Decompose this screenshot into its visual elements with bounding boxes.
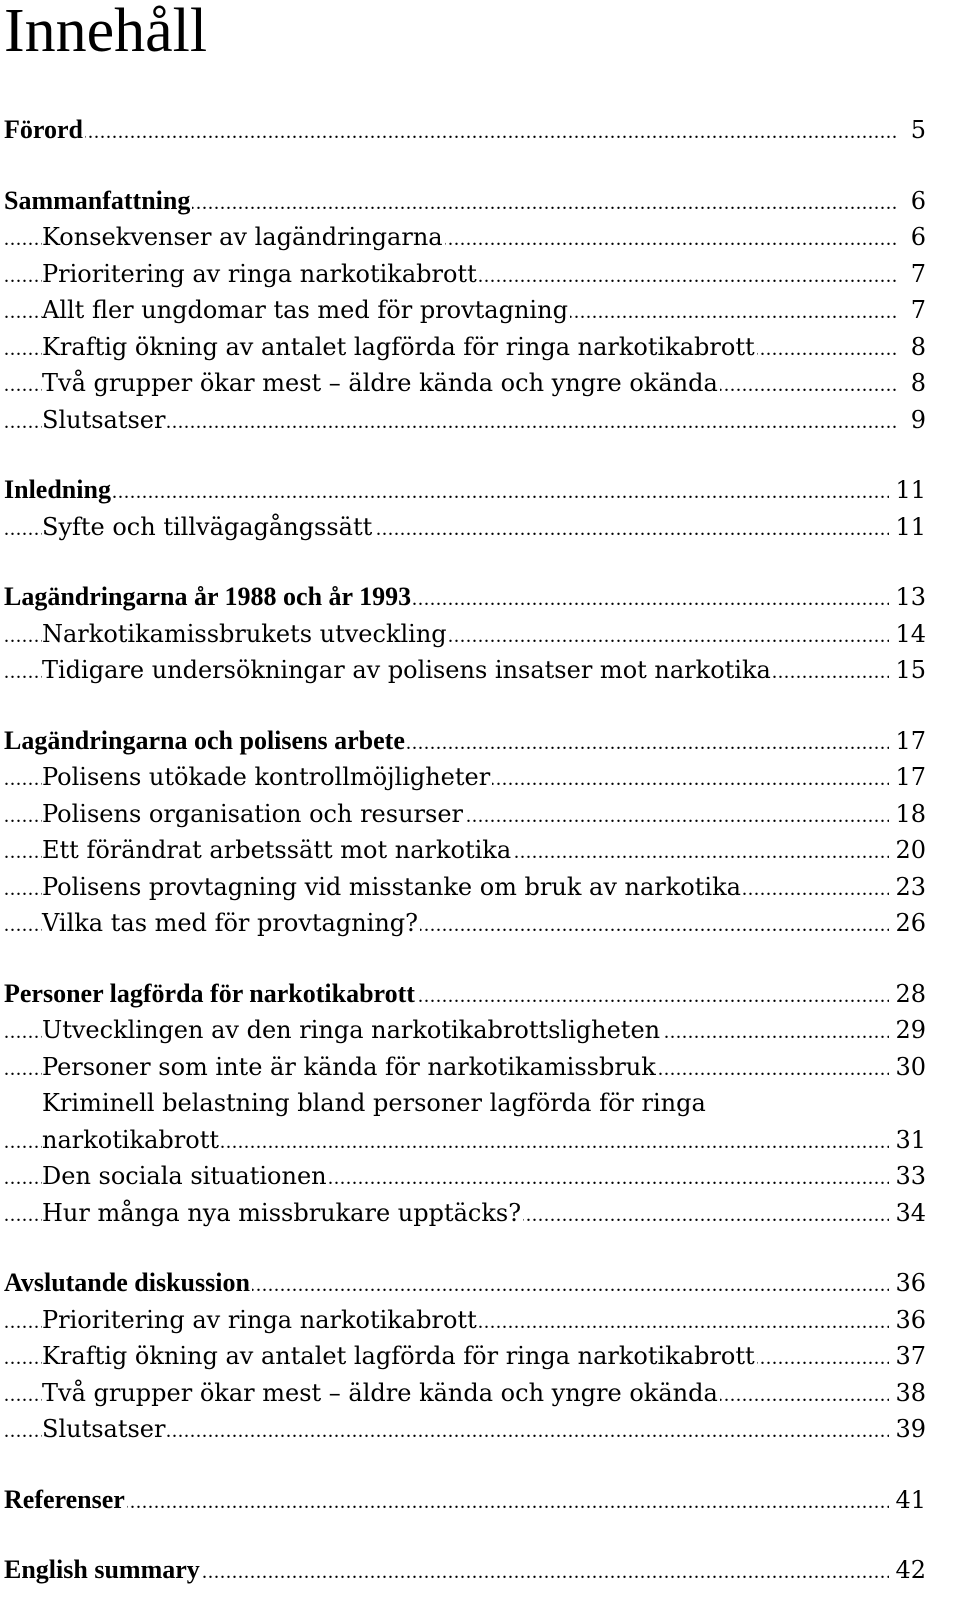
toc-section[interactable]	[0, 869, 960, 906]
page-number: 11	[889, 509, 926, 546]
page-number: 36	[889, 1302, 926, 1339]
toc-section[interactable]	[0, 796, 960, 833]
page-number: 33	[889, 1158, 926, 1195]
dot-leader	[4, 1482, 896, 1521]
toc-chapter[interactable]	[0, 1265, 960, 1302]
toc-entry-line	[0, 1085, 960, 1122]
toc-section-title: Personer som inte är kända för narkotikamissbruk	[42, 1049, 658, 1086]
page-number: 36	[889, 1265, 926, 1302]
toc-section[interactable]	[0, 652, 960, 689]
toc-section[interactable]	[0, 1195, 960, 1232]
toc-section-title: Tidigare undersökningar av polisens insatser mot narkotika	[42, 652, 773, 689]
page-number: 13	[889, 579, 926, 616]
dot-leader	[4, 472, 896, 511]
toc-section-title: Narkotikamissbrukets utveckling	[42, 616, 449, 653]
page-number: 23	[889, 869, 926, 906]
toc-section-title: Hur många nya missbrukare upptäcks?	[42, 1195, 523, 1232]
toc-chapter-title: English summary	[4, 1552, 202, 1589]
toc-section-title: Polisens organisation och resurser	[42, 796, 465, 833]
toc-chapter-title: Lagändringarna år 1988 och år 1993	[4, 579, 413, 616]
toc-section-title: Ett förändrat arbetssätt mot narkotika	[42, 832, 513, 869]
toc-chapter-title: Lagändringarna och polisens arbete	[4, 723, 407, 760]
toc-section[interactable]	[0, 1338, 960, 1375]
toc-section[interactable]	[0, 1302, 960, 1339]
toc-section[interactable]	[0, 759, 960, 796]
toc-section[interactable]	[0, 219, 960, 256]
toc-section[interactable]	[0, 1012, 960, 1049]
toc-chapter-title: Sammanfattning	[4, 183, 192, 220]
toc-section-title: narkotikabrott	[42, 1122, 221, 1159]
toc-section-title: Syfte och tillvägagångssätt	[42, 509, 374, 546]
page-number: 42	[889, 1552, 926, 1589]
toc-section-title: Två grupper ökar mest – äldre kända och yngre okända	[42, 365, 720, 402]
page-number: 38	[889, 1375, 926, 1412]
page-number: 18	[889, 796, 926, 833]
page-number: 39	[889, 1411, 926, 1448]
toc-section[interactable]	[0, 616, 960, 653]
page-number: 26	[889, 905, 926, 942]
page-number: 9	[905, 402, 926, 439]
toc-section[interactable]	[0, 402, 960, 439]
page-title: Innehåll	[4, 0, 208, 65]
page-number: 34	[889, 1195, 926, 1232]
table-of-contents	[0, 112, 960, 1589]
toc-chapter-title: Personer lagförda för narkotikabrott	[4, 976, 417, 1013]
page-number: 5	[905, 112, 926, 149]
page-number: 29	[889, 1012, 926, 1049]
toc-entry-title: Kriminell belastning bland personer lagförda för ringa	[42, 1089, 706, 1117]
toc-section[interactable]	[0, 292, 960, 329]
toc-section-title: Polisens utökade kontrollmöjligheter	[42, 759, 492, 796]
toc-section-title: Polisens provtagning vid misstanke om bruk av narkotika	[42, 869, 743, 906]
toc-section-title: Kraftig ökning av antalet lagförda för ringa narkotikabrott	[42, 1338, 757, 1375]
page-number: 6	[905, 219, 926, 256]
toc-section-title: Slutsatser	[42, 402, 167, 439]
page-number: 15	[889, 652, 926, 689]
toc-section-title: Prioritering av ringa narkotikabrott	[42, 1302, 479, 1339]
toc-section-title: Kraftig ökning av antalet lagförda för ringa narkotikabrott	[42, 329, 757, 366]
toc-chapter[interactable]	[0, 112, 960, 149]
toc-chapter-title: Inledning	[4, 472, 113, 509]
page-number: 6	[905, 183, 926, 220]
toc-chapter[interactable]	[0, 472, 960, 509]
toc-section-title: Konsekvenser av lagändringarna	[42, 219, 445, 256]
toc-section[interactable]	[0, 1158, 960, 1195]
toc-section[interactable]	[0, 1375, 960, 1412]
toc-section[interactable]	[0, 365, 960, 402]
toc-section-title: Utvecklingen av den ringa narkotikabrottsligheten	[42, 1012, 662, 1049]
toc-section[interactable]	[0, 509, 960, 546]
toc-chapter-title: Referenser	[4, 1482, 127, 1519]
toc-section[interactable]	[0, 1411, 960, 1448]
toc-chapter[interactable]	[0, 723, 960, 760]
toc-section-title: Vilka tas med för provtagning?	[42, 905, 420, 942]
page-number: 8	[905, 329, 926, 366]
page-number: 17	[889, 723, 926, 760]
page-number: 41	[889, 1482, 926, 1519]
page-number: 28	[889, 976, 926, 1013]
page-number: 7	[905, 292, 926, 329]
toc-section-title: Allt fler ungdomar tas med för provtagning	[42, 292, 570, 329]
toc-chapter-title: Förord	[4, 112, 85, 149]
page-number: 11	[889, 472, 926, 509]
toc-section[interactable]	[0, 1122, 960, 1159]
page-number: 8	[905, 365, 926, 402]
page-number: 31	[889, 1122, 926, 1159]
toc-section-title: Slutsatser	[42, 1411, 167, 1448]
page-number: 7	[905, 256, 926, 293]
toc-section-title: Den sociala situationen	[42, 1158, 329, 1195]
toc-section[interactable]	[0, 905, 960, 942]
toc-section[interactable]	[0, 832, 960, 869]
toc-chapter-title: Avslutande diskussion	[4, 1265, 252, 1302]
toc-chapter[interactable]	[0, 1482, 960, 1519]
toc-section[interactable]	[0, 1049, 960, 1086]
dot-leader	[4, 112, 896, 151]
toc-section[interactable]	[0, 329, 960, 366]
page-number: 37	[889, 1338, 926, 1375]
toc-section-title: Prioritering av ringa narkotikabrott	[42, 256, 479, 293]
toc-section-title: Två grupper ökar mest – äldre kända och yngre okända	[42, 1375, 720, 1412]
toc-chapter[interactable]	[0, 1552, 960, 1589]
page-number: 20	[889, 832, 926, 869]
toc-section[interactable]	[0, 256, 960, 293]
toc-chapter[interactable]	[0, 976, 960, 1013]
page-number: 17	[889, 759, 926, 796]
toc-chapter[interactable]	[0, 579, 960, 616]
toc-chapter[interactable]	[0, 183, 960, 220]
page-number: 30	[889, 1049, 926, 1086]
page-number: 14	[889, 616, 926, 653]
